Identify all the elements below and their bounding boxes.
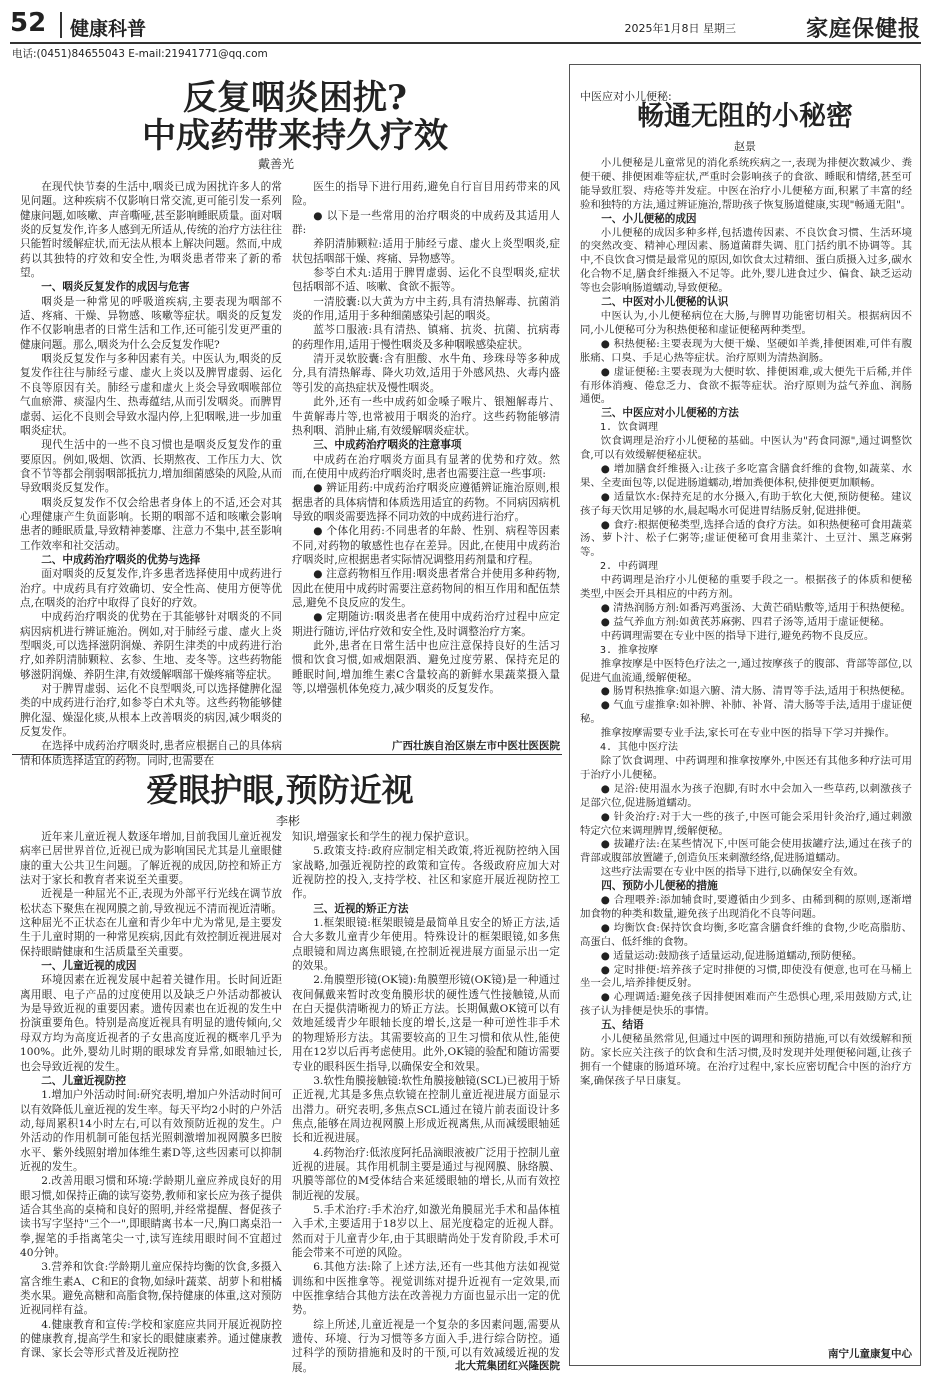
contact-info: 电话:(0451)84655043 E-mail:21941771@qq.com: [12, 48, 268, 60]
paragraph: 中成药治疗咽炎的优势在于其能够针对咽炎的不同病因病机进行辨证施治。例如,对于肺经亏虚、虚火上炎型咽炎,可以选择滋阴润燥、养阴生津类的中成药进行治疗,如养阴清肺颗粒、玄参、生地、麦冬等。这些药物能够滋阴润燥、养阴生津,有效缓解咽部干燥疼痛等症状。: [20, 611, 282, 681]
paragraph: 5.手术治疗:手术治疗,如激光角膜屈光手术和晶体植入手术,主要适用于18岁以上、屈光度稳定的近视人群。然而对于儿童青少年,由于其眼睛尚处于发育阶段,手术可能会带来不可逆的风险。: [292, 1203, 560, 1259]
article2-source: 北大荒集团红兴隆医院: [455, 1360, 560, 1372]
paragraph: ● 益气养血方剂:如黄芪苏麻粥、四君子汤等,适用于虚证便秘。: [600, 615, 891, 628]
numbered-subheading: 1. 饮食调理: [600, 422, 659, 434]
paragraph: ● 以下是一些常用的治疗咽炎的中成药及其适用人群:: [292, 209, 560, 237]
article2-column-1: [20, 830, 282, 1370]
numbered-subheading: 3. 推拿按摩: [600, 644, 659, 656]
paragraph: ● 辨证用药:中成药治疗咽炎应遵循辨证施治原则,根据患者的具体病情和体质选用适宜的药物。不同病因病机导致的咽炎需要选择不同功效的中成药进行治疗。: [292, 482, 560, 523]
subheading: 二、儿童近视防控: [41, 1074, 126, 1087]
paragraph: 3.软性角膜接触镜:软性角膜接触镜(SCL)已被用于矫正近视,尤其是多焦点软镜在控制儿童近视进展方面显示出潜力。研究表明,多焦点SCL通过在镜片前表面设计多焦点,能够在周边视网膜上形成近视离焦,从而减缓眼轴延长和近视进展。: [292, 1074, 560, 1145]
paragraph: 中药调理需要在专业中医的指导下进行,避免药物不良反应。: [600, 629, 875, 642]
subheading: 五、结语: [601, 1019, 644, 1032]
paragraph: 5.政策支持:政府应制定相关政策,将近视防控纳入国家战略,加强近视防控的政策和宣传。各级政府应加大对近视防控的投入,支持学校、社区和家庭开展近视防控工作。: [292, 845, 560, 901]
paragraph: 咽炎是一种常见的呼吸道疾病,主要表现为咽部不适、疼痛、干燥、异物感、咳嗽等症状。咽炎的反复发作不仅影响患者的日常生活和工作,还可能引发更严重的健康问题。那么,咽炎为什么会反复发作呢?: [20, 295, 282, 351]
subheading: 四、预防小儿便秘的措施: [601, 880, 718, 893]
section-name: 健康科普: [70, 18, 147, 40]
paragraph: 蓝芩口服液:具有清热、镇痛、抗炎、抗菌、抗病毒的药理作用,适用于慢性咽炎及多种咽喉感染症状。: [292, 324, 560, 351]
paragraph: 这些疗法需要在专业中医的指导下进行,以确保安全有效。: [600, 866, 864, 879]
paragraph: 近年来儿童近视人数逐年增加,目前我国儿童近视发病率已居世界首位,近视已成为影响国民尤其是儿童眼健康的重大公共卫生问题。了解近视的成因,防控和矫正方法对于家长和教育者来说至关重要。: [20, 831, 282, 887]
subheading: 三、中医应对小儿便秘的方法: [601, 407, 739, 420]
subheading: 三、中成药治疗咽炎的注意事项: [313, 439, 462, 452]
paragraph: 推拿按摩是中医特色疗法之一,通过按摩孩子的腹部、背部等部位,以促进气血流通,缓解便秘。: [580, 657, 912, 684]
paragraph: 在现代快节奏的生活中,咽炎已成为困扰许多人的常见问题。这种疾病不仅影响日常交流,更可能引发一系列健康问题,如咳嗽、声音嘶哑,甚至影响睡眠质量。面对咽炎的反复发作,许多人感到无所适从,传统的治疗方法往往只能暂时缓解症状,而无法从根本上解决问题。然而,中成药以其独特的疗效和安全性,为咽炎患者带来了新的希望。: [20, 181, 282, 280]
paragraph: 近视是一种屈光不正,表现为外部平行光线在调节放松状态下聚焦在视网膜之前,导致视远不清而视近清晰。这种屈光不正状态在儿童和青少年中尤为常见,是主要发生于儿童时期的一种常见疾病,因此有效控制近视进展对保持眼睛健康和生活质量至关重要。: [20, 888, 282, 958]
article1-column-1: [20, 180, 282, 767]
paragraph: ● 食疗:根据便秘类型,选择合适的食疗方法。如积热便秘可食用蔬菜汤、萝卜汁、松子仁粥等;虚证便秘可食用韭菜汁、土豆汁、黑芝麻粥等。: [580, 518, 912, 559]
paragraph: 小儿便秘是儿童常见的消化系统疾病之一,表现为排便次数减少、粪便干硬、排便困难等症状,严重时会影响孩子的食欲、睡眠和情绪,甚至可能导致肛裂、痔疮等并发症。中医在治疗小儿便秘方面,积累了丰富的经验和独特的方法,通过辨证施治,帮助孩子恢复肠道健康,实现"畅通无阻"。: [580, 157, 912, 211]
paragraph: 综上所述,儿童近视是一个复杂的多因素问题,需要从遗传、环境、行为习惯等多方面入手,进行综合防控。通过科学的预防措施和及时的干预,可以有效减缓近视的发展。: [292, 1318, 560, 1374]
paragraph: 1.增加户外活动时间:研究表明,增加户外活动时间可以有效降低儿童近视的发生率。每天平均2小时的户外活动,每周累积14小时左右,可以有效预防近视的发生。户外活动的作用机制可能包括光照刺激增加视网膜多巴胺水平、紫外线照射增加体维生素D等,这些因素可以抑制近视的发生。: [20, 1089, 282, 1173]
article1-column-2: [292, 180, 560, 735]
paragraph: 1.框架眼镜:框架眼镜是最简单且安全的矫正方法,适合大多数儿童青少年使用。特殊设计的框架眼镜,如多焦点眼镜和周边离焦眼镜,在控制近视进展方面显示出一定的效果。: [292, 917, 560, 973]
article1-author: 戴善光: [258, 157, 295, 171]
numbered-subheading: 4. 其他中医疗法: [600, 742, 679, 754]
paragraph: ● 针灸治疗:对于大一些的孩子,中医可能会采用针灸治疗,通过刺激特定穴位来调理脾胃,缓解便秘。: [580, 810, 912, 837]
article1-title-line2: 中成药带来持久疗效: [142, 116, 448, 156]
issue-date: 2025年1月8日 星期三: [624, 22, 736, 35]
paragraph: 2.角膜塑形镜(OK镜):角膜塑形镜(OK镜)是一种通过夜间佩戴来暂时改变角膜形状的硬性透气性接触镜,从而在白天提供清晰视力的矫正方法。长期佩戴OK镜可以有效地延缓青少年眼轴长度的增长,这是一种可逆性非手术的物理矫形方法。其需要较高的卫生习惯和依从性,能使用在12岁以后再考虑使用。此外,OK镜的验配和随访需要专业的眼科医生指导,以确保安全和效果。: [292, 974, 560, 1073]
paragraph: ● 定期随访:咽炎患者在使用中成药治疗过程中应定期进行随访,评估疗效和安全性,及时调整治疗方案。: [292, 611, 560, 638]
subheading: 二、中成药治疗咽炎的优势与选择: [41, 553, 201, 566]
article-divider: [12, 754, 562, 755]
subheading: 二、中医对小儿便秘的认识: [601, 296, 729, 309]
subheading: 一、小儿便秘的成因: [601, 212, 697, 225]
article1-source: 广西壮族自治区崇左市中医壮医医院: [392, 740, 560, 752]
subheading: 一、咽炎反复发作的成因与危害: [41, 281, 190, 294]
page-header: [10, 8, 921, 44]
paragraph: 咽炎反复发作不仅会给患者身体上的不适,还会对其心理健康产生负面影响。长期的咽部不适和咳嗽会影响患者的睡眠质量,导致精神萎靡、注意力不集中,甚至影响工作效率和社交活动。: [20, 496, 282, 552]
paragraph: 清开灵软胶囊:含有胆酸、水牛角、珍珠母等多种成分,具有清热解毒、降火功效,适用于外感风热、火毒内盛等引发的高热症状及慢性咽炎。: [292, 353, 560, 394]
article1-title-line1: 反复咽炎困扰?: [183, 78, 407, 118]
paragraph: ● 清热润肠方剂:如番泻鸡蛋汤、大黄芒硝贴敷等,适用于积热便秘。: [600, 602, 911, 614]
article3-body: [580, 157, 912, 1341]
article3-title: 畅通无阻的小秘密: [637, 101, 853, 132]
paragraph: ● 定时排便:培养孩子定时排便的习惯,即使没有便意,也可在马桶上坐一会儿,培养排便反射。: [580, 963, 912, 990]
paragraph: ● 增加膳食纤维摄入:让孩子多吃富含膳食纤维的食物,如蔬菜、水果、全麦面包等,以促进肠道蠕动,增加粪便体积,使排便更加顺畅。: [580, 462, 912, 489]
paragraph: 知识,增强家长和学生的视力保护意识。: [292, 831, 476, 843]
paragraph: 养阴清肺颗粒:适用于肺经亏虚、虚火上炎型咽炎,症状包括咽部干燥、疼痛、异物感等。: [292, 238, 560, 265]
paragraph: 2.改善用眼习惯和环境:学龄期儿童应养成良好的用眼习惯,如保持正确的读写姿势,教师和家长应为孩子提供适合其坐高的桌椅和良好的照明,并经常提醒、督促孩子读书写字坚持"三个一",即眼睛离书本一尺,胸口离桌沿一拳,握笔的手指离笔尖一寸,读写连续用眼时间不宜超过40分钟。: [20, 1175, 282, 1259]
paragraph: 在选择中成药治疗咽炎时,患者应根据自己的具体病情和体质选择适宜的药物。同时,也需要在: [20, 740, 282, 767]
paragraph: 4.药物治疗:低浓度阿托品滴眼液被广泛用于控制儿童近视的进展。其作用机制主要是通过与视网膜、脉络膜、巩膜等部位的M受体结合来延缓眼轴的增长,从而有效控制近视的发展。: [292, 1146, 560, 1202]
paragraph: 小儿便秘的成因多种多样,包括遗传因素、不良饮食习惯、生活环境的突然改变、精神心理因素、肠道菌群失调、肛门括约肌不协调等。其中,不良饮食习惯是最常见的原因,如饮食太过精细、蛋白质摄入过多,碳水化合物不足,膳食纤维摄入不足等。此外,婴儿进食过少、偏食、缺乏运动等也会影响肠道蠕动,导致便秘。: [580, 226, 913, 295]
paragraph: ● 个体化用药:不同患者的年龄、性别、病程等因素不同,对药物的敏感性也存在差异。因此,在使用中成药治疗咽炎时,应根据患者实际情况调整用药剂量和疗程。: [292, 525, 560, 566]
newspaper-name: 家庭保健报: [805, 16, 921, 42]
article3-kicker: 中医应对小儿便秘:: [580, 90, 672, 103]
paragraph: 推拿按摩需要专业手法,家长可在专业中医的指导下学习并操作。: [600, 727, 896, 740]
paragraph: 饮食调理是治疗小儿便秘的基础。中医认为"药食同源",通过调整饮食,可以有效缓解便秘症状。: [580, 435, 912, 462]
paragraph: ● 适量饮水:保持充足的水分摄入,有助于软化大便,预防便秘。建议孩子每天饮用足够的水,晨起喝水可促进胃结肠反射,促进排便。: [580, 490, 912, 517]
page-number: 52: [10, 8, 47, 38]
paragraph: 4.健康教育和宣传:学校和家庭应共同开展近视防控的健康教育,提高学生和家长的眼健康素养。通过健康教育课、家长会等形式普及近视防控: [20, 1318, 282, 1360]
paragraph: ● 心理调适:避免孩子因排便困难而产生恐惧心理,采用鼓励方式,让孩子认为排便是快乐的事情。: [580, 991, 912, 1018]
paragraph: ● 适量运动:鼓励孩子适量运动,促进肠道蠕动,预防便秘。: [600, 949, 863, 962]
paragraph: 6.其他方法:除了上述方法,还有一些其他方法如视觉训练和中医推拿等。视觉训练对提升近视有一定效果,而中医推拿结合其他方法在改善视力方面也显示出一定的优势。: [292, 1261, 560, 1317]
paragraph: ● 虚证便秘:主要表现为大便时软、排便困难,或大便先干后稀,并伴有形体消瘦、倦怠乏力、食欲不振等症状。治疗原则为益气养血、润肠通便。: [580, 365, 912, 406]
paragraph: ● 拔罐疗法:在某些情况下,中医可能会使用拔罐疗法,通过在孩子的背部或腹部放置罐子,创造负压来刺激经络,促进肠道蠕动。: [580, 838, 912, 865]
article3-author: 赵景: [734, 140, 756, 153]
paragraph: ● 注意药物相互作用:咽炎患者常合并使用多种药物,因此在使用中成药时需要注意药物间的相互作用和配伍禁忌,避免不良反应的发生。: [292, 568, 560, 609]
paragraph: 参苓白术丸:适用于脾胃虚弱、运化不良型咽炎,症状包括咽部不适、咳嗽、食欲不振等。: [292, 267, 560, 294]
article3-source: 南宁儿童康复中心: [828, 1348, 912, 1360]
paragraph: 面对咽炎的反复发作,许多患者选择使用中成药进行治疗。中成药具有疗效确切、安全性高、使用方便等优点,在咽炎的治疗中取得了良好的疗效。: [20, 568, 282, 609]
paragraph: ● 肠胃积热推拿:如退六腑、清大肠、清胃等手法,适用于积热便秘。: [600, 685, 911, 698]
paragraph: ● 积热便秘:主要表现为大便干燥、坚硬如羊粪,排便困难,可伴有腹胀痛、口臭、手足心热等症状。治疗原则为清热润肠。: [580, 337, 912, 364]
paragraph: ● 足浴:使用温水为孩子泡脚,有时水中会加入一些草药,以刺激孩子足部穴位,促进肠道蠕动。: [580, 782, 912, 809]
paragraph: 咽炎反复发作与多种因素有关。中医认为,咽炎的反复发作往往与肺经亏虚、虚火上炎以及脾胃虚弱、运化不良等原因有关。肺经亏虚和虚火上炎会导致咽喉部位气血瘀滞、痰湿内生、热毒蕴结,从而引发咽炎。而脾胃虚弱、运化不良则会导致水湿内停,上犯咽喉,进一步加重咽炎症状。: [20, 353, 282, 437]
paragraph: 中药调理是治疗小儿便秘的重要手段之一。根据孩子的体质和便秘类型,中医会开具相应的中药方剂。: [580, 574, 912, 601]
paragraph: 对于脾胃虚弱、运化不良型咽炎,可以选择健脾化湿类的中成药进行治疗,如参苓白术丸等。这些药物能够健脾化湿、燥湿化痰,从根本上改善咽炎的病因,减少咽炎的反复发作。: [20, 683, 282, 739]
paragraph: 现代生活中的一些不良习惯也是咽炎反复发作的重要原因。例如,吸烟、饮酒、长期熬夜、工作压力大、饮食不节等都会削弱咽部抵抗力,增加细菌感染的风险,从而导致咽炎反复发作。: [20, 439, 282, 495]
article2-title: 爱眼护眼,预防近视: [146, 771, 414, 809]
numbered-subheading: 2. 中药调理: [600, 561, 659, 573]
header-divider: [60, 12, 62, 38]
paragraph: 除了饮食调理、中药调理和推拿按摩外,中医还有其他多种疗法可用于治疗小儿便秘。: [580, 754, 912, 781]
paragraph: 小儿便秘虽然常见,但通过中医的调理和预防措施,可以有效缓解和预防。家长应关注孩子的饮食和生活习惯,及时发现并处理便秘问题,让孩子拥有一个健康的肠道环境。在治疗过程中,家长应密切配合中医的治疗方案,确保孩子早日康复。: [580, 1033, 912, 1087]
paragraph: 此外,患者在日常生活中也应注意保持良好的生活习惯和饮食习惯,如戒烟限酒、避免过度劳累、保持充足的睡眠时间,增加维生素C含量较高的新鲜水果蔬菜摄入量等,以增强机体免疫力,减少咽炎的反复发作。: [292, 640, 560, 696]
paragraph: 3.营养和饮食:学龄期儿童应保持均衡的饮食,多摄入富含维生素A、C和E的食物,如绿叶蔬菜、胡萝卜和柑橘类水果。避免高糖和高脂食物,保持健康的体重,这对预防近视同样有益。: [20, 1261, 282, 1317]
paragraph: 环境因素在近视发展中起着关键作用。长时间近距离用眼、电子产品的过度使用以及缺乏户外活动都被认为是导致近视的重要因素。遗传因素也在近视的发生中扮演重要角色。特别是高度近视具有明显的遗传倾向,父母双方均为高度近视者的子女患高度近视的概率几乎为100%。此外,婴幼儿时期的眼球发育异常,如眼轴过长,也会导致近视的发生。: [20, 974, 282, 1073]
subheading: 一、儿童近视的成因: [41, 960, 137, 973]
article2-author: 李彬: [276, 814, 301, 828]
paragraph: 此外,还有一些中成药如金嗓子喉片、银翘解毒片、牛黄解毒片等,也常被用于咽炎的治疗。这些药物能够清热利咽、消肿止痛,有效缓解咽炎症状。: [292, 396, 560, 437]
paragraph: 中医认为,小儿便秘病位在大肠,与脾胃功能密切相关。根据病因不同,小儿便秘可分为积热便秘和虚证便秘两种类型。: [580, 309, 912, 336]
paragraph: 中成药在治疗咽炎方面具有显著的优势和疗效。然而,在使用中成药治疗咽炎时,患者也需要注意一些事项:: [292, 453, 560, 480]
subheading: 三、近视的矫正方法: [313, 902, 409, 915]
paragraph: ● 均衡饮食:保持饮食均衡,多吃富含膳食纤维的食物,少吃高脂肪、高蛋白、低纤维的食物。: [580, 921, 912, 948]
paragraph: ● 气血亏虚推拿:如补脾、补肺、补肾、清大肠等手法,适用于虚证便秘。: [580, 699, 912, 726]
paragraph: 一清胶囊:以大黄为方中主药,具有清热解毒、抗菌消炎的作用,适用于多种细菌感染引起的咽炎。: [292, 295, 560, 323]
paragraph: 医生的指导下进行用药,避免自行盲目用药带来的风险。: [292, 181, 560, 208]
paragraph: ● 合理喂养:添加辅食时,要遵循由少到多、由稀到稠的原则,逐渐增加食物的种类和数量,避免孩子出现消化不良等问题。: [580, 894, 912, 920]
